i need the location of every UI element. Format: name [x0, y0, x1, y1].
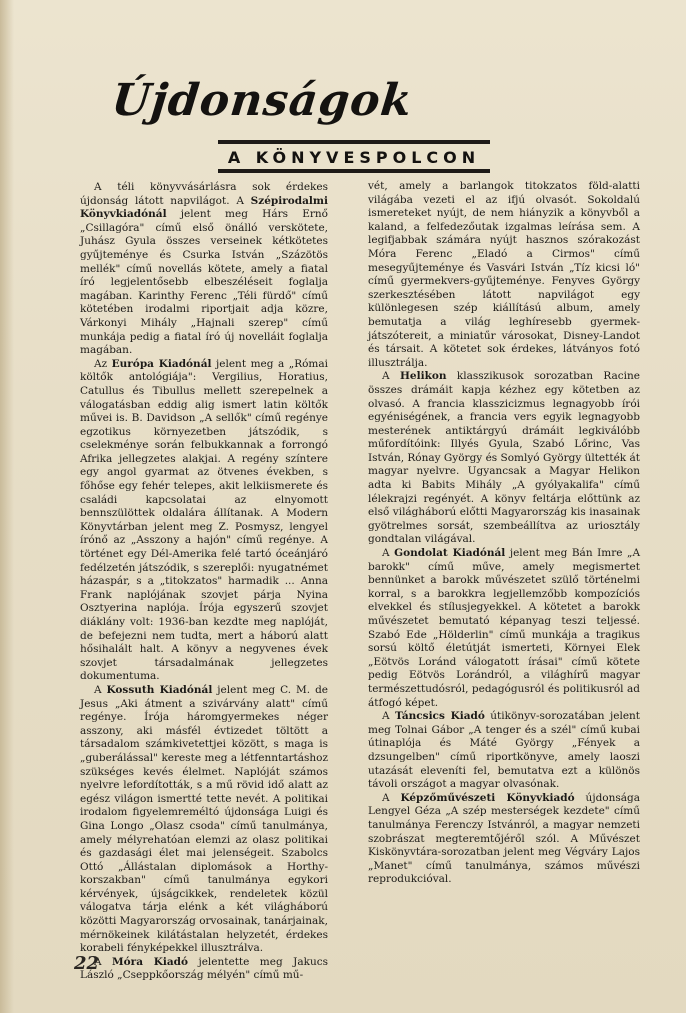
text-column-right — [368, 180, 640, 887]
paragraph-mora-continued: vét, amely a barlangok titokzatos föld-alatti világába vezeti el az ifjú olvasót. Sokoldalú ismereteket nyújt, de nem hiányzik a könyvből a kaland, a felfedezőutak izgalmas leírása sem. A legifjabbak számára nyújt hasznos szórakozást Móra Ferenc „Eladó a Cirmos" című mesegyűjteménye és Vasvári István „Tíz kicsi ló" című gyermekvers-gyűjteménye. Fenyves György szerkesztésében látott napvilágot egy különlegesen szép kiállítású album, amely bemutatja a világ leghíresebb gyermek-játszótereit, a miniatűr városokat, Disney-Landot és társait. A kötetet sok érdekes, látványos fotó illusztrálja. — [368, 180, 640, 369]
paragraph-mora: A Móra Kiadó jelentette meg Jakucs László „Cseppkőország mélyén" című mű- — [80, 955, 328, 982]
paragraph-szepirodalmi: A téli könyvvásárlásra sok érdekes újdonság látott napvilágot. A Szépirodalmi Könyvkiadónál jelent meg Hárs Ernő „Csillagóra" című első önálló verskötete, Juhász Gyula összes verseinek kétkötetes gyűjteménye és Csurka István „Százötös mellék" című novellás kötete, amely a fiatal író legjelentősebb elbeszéléseit foglalja magában. Karinthy Ferenc „Téli fürdő" című kötetében irodalmi riportjait adja közre, Várkonyi Mihály „Hajnali szerep" című munkája pedig a fiatal író új novelláit foglalja magában. — [80, 181, 328, 357]
paragraph-europa: Az Európa Kiadónál jelent meg a „Római költők antológiája": Vergilius, Horatius, Catullus és Tibullus mellett szerepelnek a válogatásban eddig alig ismert latin költők művei is. B. Davidson „A sellők" című regénye egzotikus környezetben játszódik, s cselekménye során felbukkannak a forrongó Afrika jellegzetes alakjai. A regény színtere egy angol gyarmat az ötvenes években, s főhőse egy fehér telepes, akit lelkiismerete és családi kapcsolatai az elnyomott bennszülöttek oldalára állítanak. A Modern Könyvtárban jelent meg Z. Posmysz, lengyel írónő az „Asszony a hajón" című regénye. A történet egy Dél-Amerika felé tartó óceánjáró fedélzetén játszódik, s szereplői: nyugatnémet házaspár, s a „titokzatos" harmadik ... Anna Frank naplójának szovjet párja Nyina Osztyerina naplója. Írója egyszerű szovjet diáklány volt: 1936-ban kezdte meg naplóját, de befejezni nem tudta, mert a háború alatt hősihalált halt. A könyv a negyvenes évek szovjet társadalmának jellegzetes dokumentuma. — [80, 357, 328, 683]
page-number: 22 — [74, 953, 100, 974]
paragraph-tancsics: A Táncsics Kiadó útikönyv-sorozatában jelent meg Tolnai Gábor „A tenger és a szél" című kubai útinaplója és Máté György „Fények a dzsungelben" című riportkönyve, amely laoszi utazását eleveníti fel, bemutatva ezt a különös távoli országot a magyar olvasónak. — [368, 710, 641, 791]
page-subtitle: A KÖNYVESPOLCON — [227, 148, 481, 167]
paragraph-gondolat: A Gondolat Kiadónál jelent meg Bán Imre „A barokk" című műve, amely megismertet bennünket a barokk művészetet szülő történelmi korral, s a barokkra legjellemzőbb kompozíciós elvekkel és stílusjegyekkel. A kötetet a barokk művészetet bemutató képanyag teszi teljessé. Szabó Ede „Hölderlin" című munkája a tragikus sorsú költő életútját ismerteti, Környei Elek „Eötvös Loránd válogatott írásai" című kötete pedig Eötvös Lorándról, a világhírű magyar természettudósról, pedagógusról és politikusról ad átfogó képet. — [368, 547, 641, 709]
paragraph-helikon: A Helikon klasszikusok sorozatban Racine összes drámáit kapja kézhez egy kötetben az olvasó. A francia klasszicizmus legnagyobb írói egyéniségének, a francia vers egyik legnagyobb mesterének antiktárgyú drámáit legkiválóbb műfordítóink: Illyés Gyula, Szabó Lőrinc, Vas István, Rónay György és Somlyó György ültették át magyar nyelvre. Ugyancsak a Magyar Helikon adta ki Babits Mihály „A gyólyakalifa" című lélekrajzi regényét. A könyv feltárja előttünk az első világháború előtti Magyarország kis inasainak gyötrelmes sorsát, szembeállítva az uriosztály gondtalan világával. — [368, 370, 640, 546]
page-title: Újdonságok — [109, 75, 415, 126]
section-heading — [218, 140, 490, 173]
paragraph-kossuth: A Kossuth Kiadónál jelent meg C. M. de Jesus „Aki átment a szivárvány alatt" című regénye. Írója háromgyermekes néger asszony, aki másfél évtizedet töltött a társadalom számkivetettjei között, s maga is „guberálással" kereste meg a létfenntartáshoz szükséges kevés élelmet. Naplóját számos nyelvre lefordították, s a mű rövid idő alatt az egész világon ismertté tette nevét. A politikai irodalom figyelemreméltó újdonsága Luigi és Gina Longo „Olasz csoda" című tanulmánya, amely mélyrehatóan elemzi az olasz politikai és gazdasági élet mai jelenségeit. Szabolcs Ottó „Állástalan diplomások a Horthy-korszakban" című tanulmánya egykori kérvények, újságcikkek, rendeletek közül válogatva tárja elénk a két világháború közötti Magyarország orvosainak, tanárjainak, mérnökeinek kilátástalan helyzetét, érdekes korabeli fényképekkel illusztrálva. — [80, 683, 328, 955]
heading-rule-bottom — [218, 169, 490, 173]
paragraph-kepzomuveszeti: A Képzőművészeti Könyvkiadó újdonsága Lengyel Géza „A szép mesterségek kezdete" című tanulmánya Ferenczy Istvánról, a magyar nemzeti szobrászat megteremtőjéről szól. A Művészet Kiskönyvtára-sorozatban jelent meg Végváry Lajos „Manet" című tanulmánya, számos művészi reprodukcióval. — [368, 791, 641, 886]
text-column-left — [80, 181, 328, 983]
